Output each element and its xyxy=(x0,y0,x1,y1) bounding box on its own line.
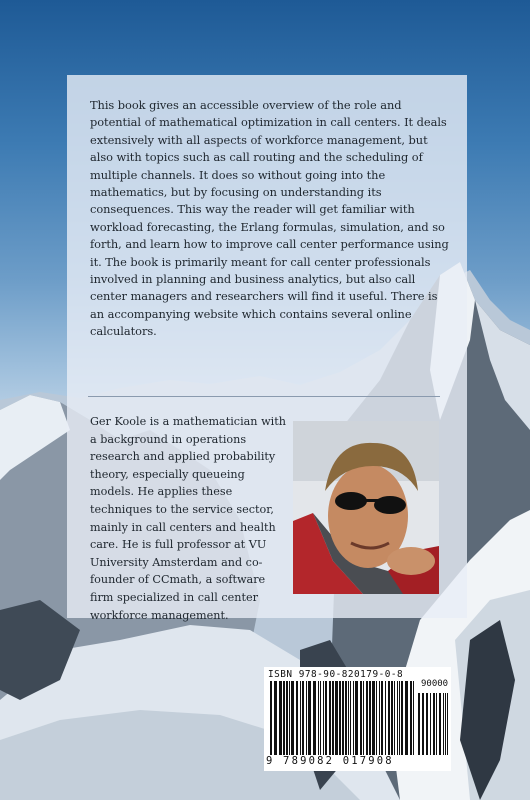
author-photo xyxy=(293,421,439,594)
book-description: This book gives an accessible overview of the role and potential of mathematical optimization in call centers. It deals extensively with all aspects of workforce management, but also with topics such as call routing and the scheduling of multiple channels. It does so without going into the mathematics, but by focusing on understanding its consequences. This way the reader will get familiar with workload forecasting, the Erlang formulas, simulation, and so forth, and learn how to improve call center performance using it. The book is primarily meant for call center professionals involved in planning and business analytics, but also call center managers and researchers will find it useful. There is an accompanying website which contains several online calculators. xyxy=(90,98,449,339)
isbn-number: ISBN 978-90-820179-0-8 xyxy=(268,669,404,680)
section-divider xyxy=(88,396,440,397)
price-addon: 90000 xyxy=(421,679,449,689)
author-biography: Ger Koole is a mathematician with a background in operations research and applied probability theory, especially queueing models. He applies these techniques to the service sector, mainly in call centers and health care. He is full professor at VU University Amsterdam and co-founder of CCmath, a software firm specialized in call center workforce management. xyxy=(90,415,286,622)
barcode-number: 9 789082 017908 xyxy=(266,755,394,767)
